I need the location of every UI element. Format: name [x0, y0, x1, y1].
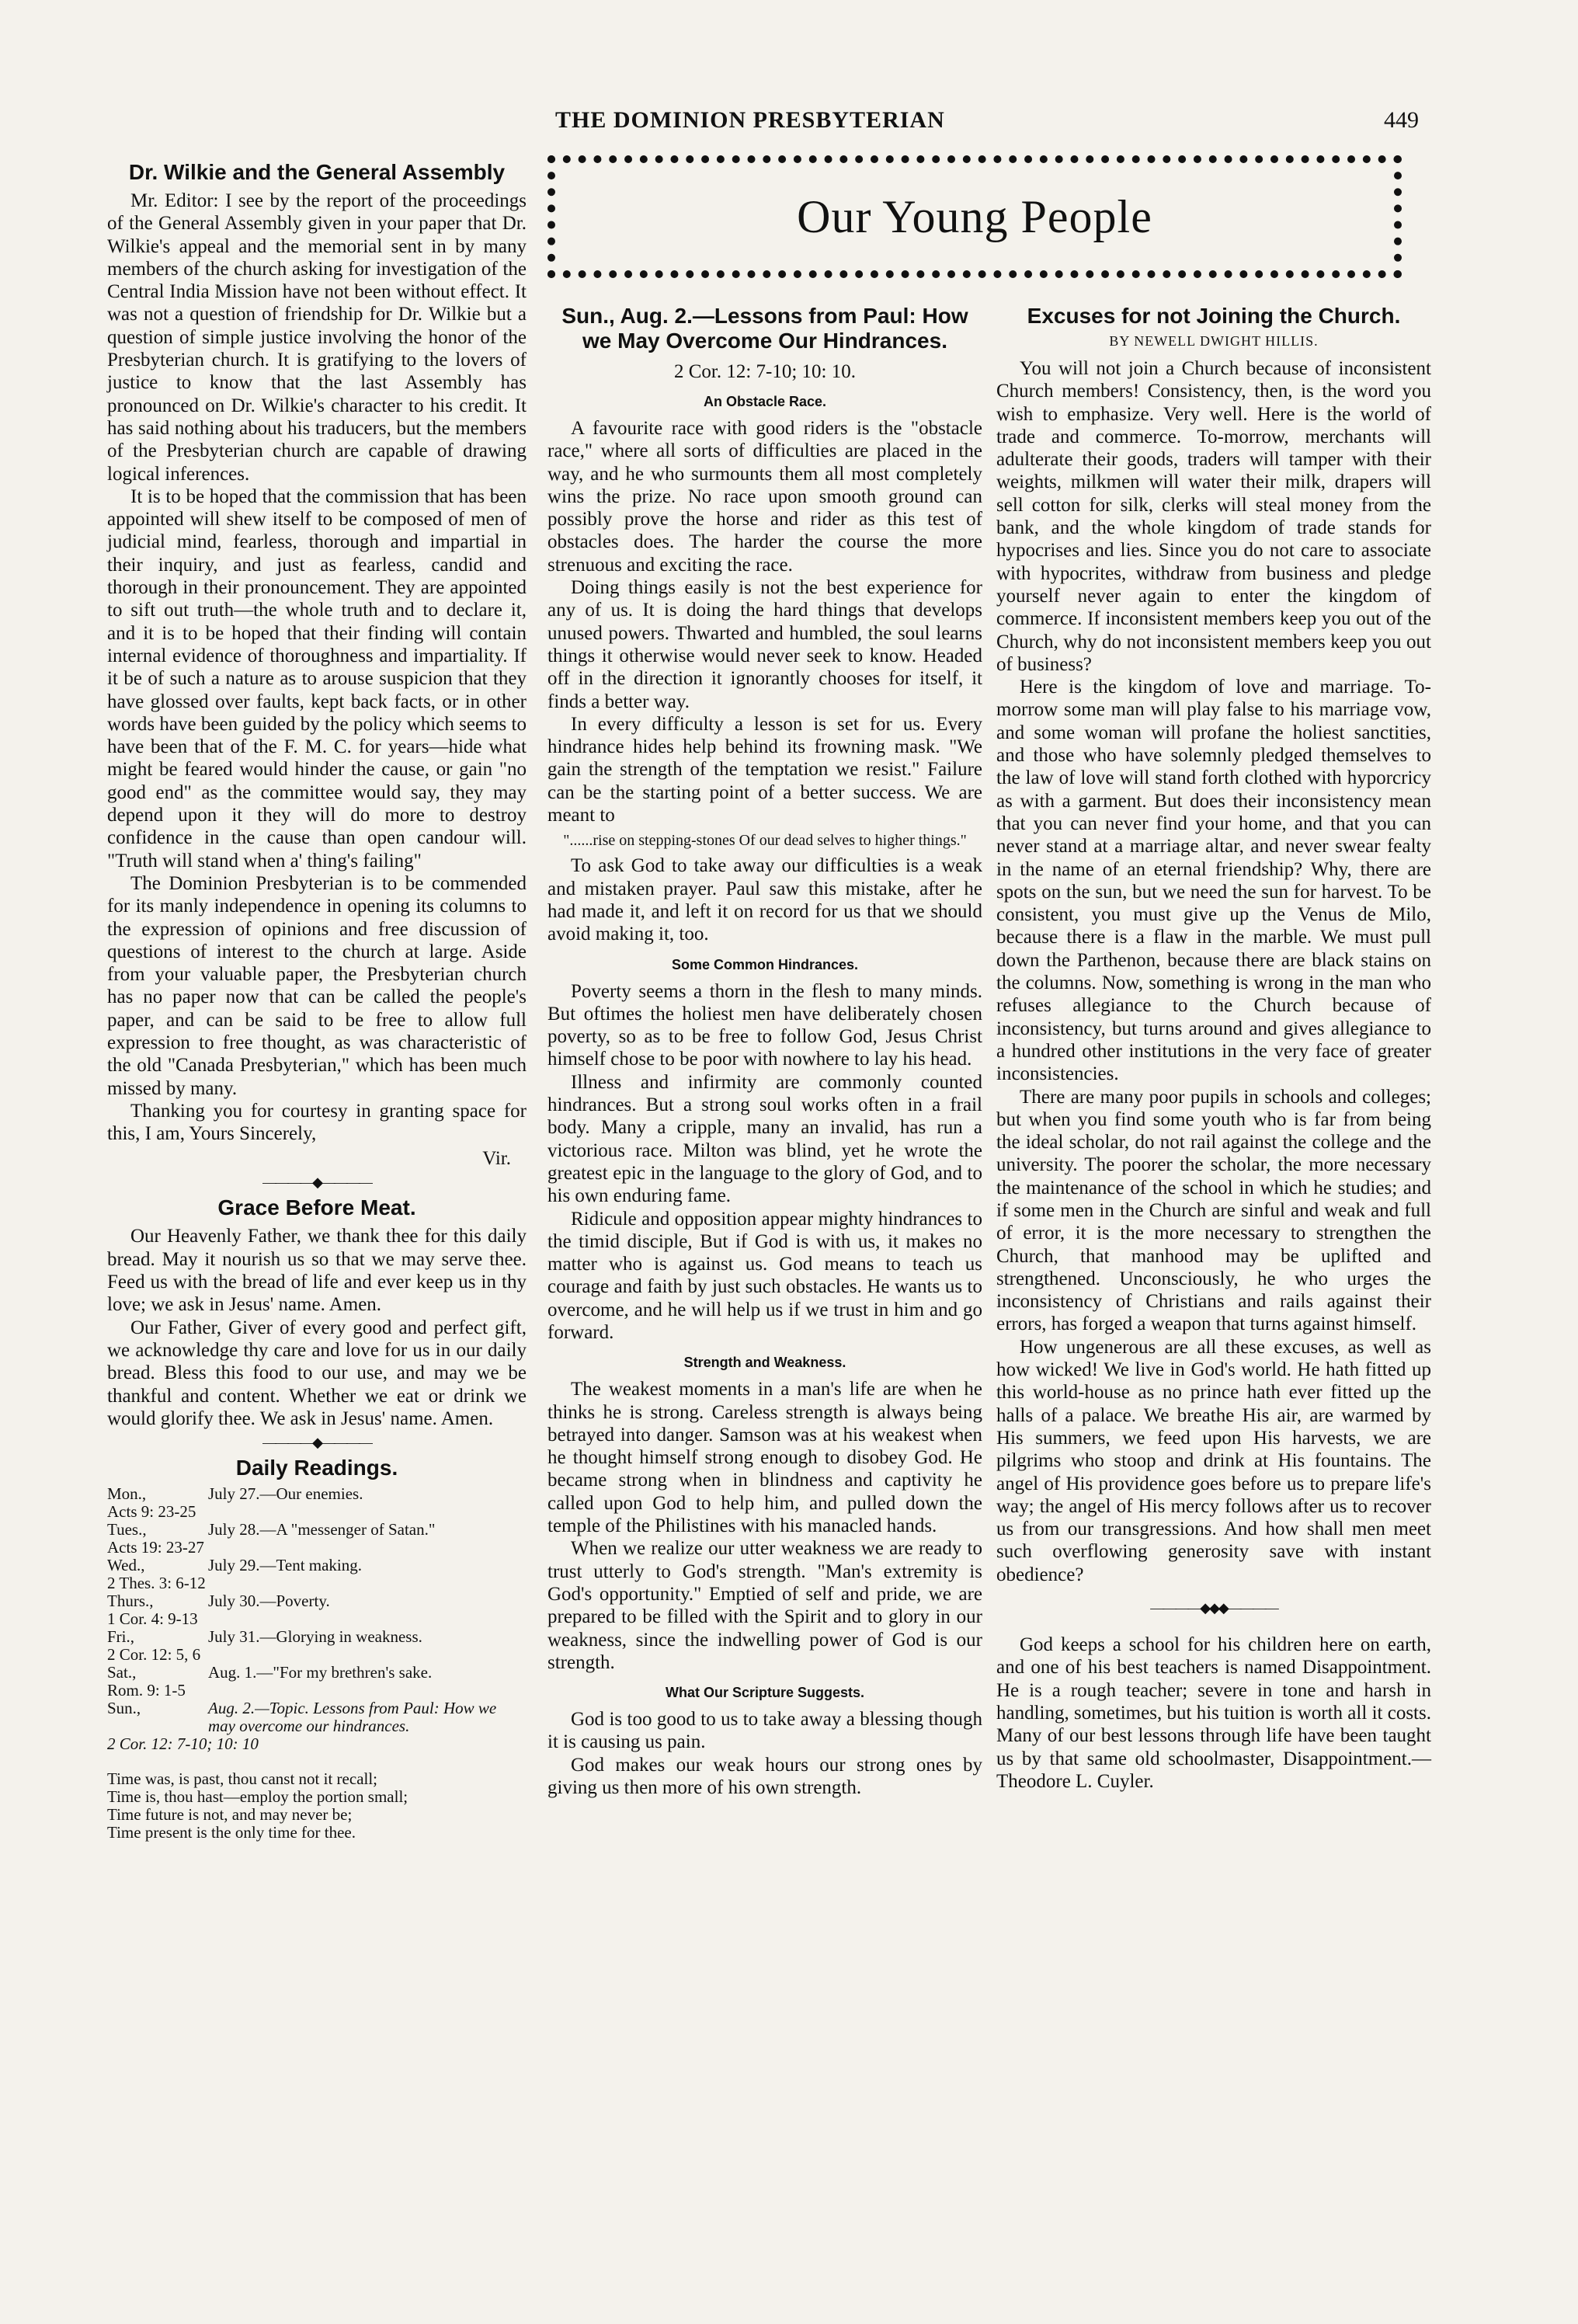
reading-day: Fri., [107, 1627, 135, 1647]
quotation: "......rise on stepping-stones Of our dead selves to higher things." [563, 832, 967, 850]
list-item [107, 1557, 527, 1574]
section-banner [547, 155, 1402, 278]
list-item [107, 1485, 527, 1503]
column-middle [547, 299, 982, 1799]
reading-verse: Acts 9: 23-25 [107, 1502, 196, 1522]
paragraph: The weakest moments in a man's life are when he thinks he is strong. Careless strength is always being betrayed into danger. Samson was at his weakest when he thought himself strong enough to disobey God. He became strong when in blindness and captivity he called upon God to help him, and pulled down the temple of the Philistines with his manacled hands. [547, 1379, 982, 1537]
paragraph: Our Father, Giver of every good and perfect gift, we acknowledge thy care and love for us in our daily bread. Bless this food to our use, and may we be thankful and content. Whether we eat or drink we would glorify thee. We ask in Jesus' name. Amen. [107, 1317, 527, 1429]
reading-day: Mon., [107, 1484, 147, 1504]
list-item [107, 1664, 527, 1682]
reading-text: July 31.—Glorying in weakness. [208, 1627, 422, 1647]
subheading: What Our Scripture Suggests. [665, 1685, 865, 1701]
subheading: Strength and Weakness. [683, 1355, 846, 1371]
subheading: An Obstacle Race. [703, 394, 827, 409]
verse-line: Time present is the only time for thee. [107, 1823, 356, 1842]
list-item [107, 1521, 527, 1539]
reading-verse: Acts 19: 23-27 [107, 1538, 204, 1557]
list-item [107, 1628, 527, 1646]
reading-text: Aug. 1.—"For my brethren's sake. [208, 1663, 433, 1682]
paragraph: There are many poor pupils in schools and colleges; but when you find some youth who is far from being the ideal scholar, do not rail against the college and the university. The poorer the scholar, the more necessary the maintenance of the school in which he studies; and if some men in the Church are sinful and weak and full of error, it is the more necessary to strengthen the Church, that manhood may be uplifted and strengthened. Unconsciously, he who urges the inconsistency of Christians and rails against their errors, has forged a weapon that turns against himself. [996, 1086, 1431, 1335]
paragraph: God makes our weak hours our strong ones by giving us then more of his own strength. [547, 1754, 982, 1799]
daily-readings-list [107, 1485, 527, 1753]
reading-day: Wed., [107, 1556, 145, 1575]
paragraph: To ask God to take away our difficulties is a weak and mistaken prayer. Paul saw this mistake, after he had made it, and left it on record for us that we should avoid making it, too. [547, 855, 982, 945]
paragraph: When we realize our utter weakness we are ready to trust utterly to God's strength. "Man's extremity is God's opportunity." Emptied of self and pride, we are prepared to be filled with the Spirit and to glory in our weakness, since the indwelling power of God is our strength. [547, 1538, 982, 1673]
reading-verse: 2 Cor. 12: 5, 6 [107, 1645, 201, 1665]
reading-text: July 28.—A "messenger of Satan." [208, 1520, 436, 1539]
reading-text: July 27.—Our enemies. [208, 1484, 363, 1504]
paragraph: How ungenerous are all these excuses, as well as how wicked! We live in God's world. He hath fitted up this world-house as no prince hath ever fitted up the halls of a palace. We breathe His air, are warmed by His summers, we feed upon His harvests, we are pilgrims who stoop and drink at His fountains. The angel of His providence goes before us to prepare life's way; the angel of His mercy follows after us to recover us from our transgressions. And how shall men meet such overflowing generosity save with instant obedience? [996, 1336, 1431, 1585]
reading-day: Thurs., [107, 1592, 154, 1611]
paragraph: In every difficulty a lesson is set for us. Every hindrance hides help behind its frowning mask. "We gain the strength of the temptation we resist." Failure can be the starting point of a better success. We are meant to [547, 713, 982, 826]
verse-line: Time future is not, and may never be; [107, 1805, 353, 1825]
paragraph: A favourite race with good riders is the "obstacle race," where all sorts of difficulties are placed in the way, and he who surmounts them all most completely wins the prize. No race upon smooth ground can possibly prove the horse and rider as this test of obstacles does. The harder the course the more strenuous and exciting the race. [547, 418, 982, 576]
paragraph: Poverty seems a thorn in the flesh to many minds. But oftimes the holiest men have deliberately chosen poverty, so as to be free to follow God, Jesus Christ himself chose to be poor with nowhere to lay his head. [547, 980, 982, 1070]
list-item [107, 1700, 527, 1735]
paragraph: Thanking you for courtesy in granting space for this, I am, Yours Sincerely, [107, 1100, 527, 1145]
divider: ————◆———— [262, 1435, 371, 1451]
scripture-reference: 2 Cor. 12: 7-10; 10: 10. [673, 361, 857, 382]
closing-verse [107, 1770, 527, 1842]
masthead: THE DOMINION PRESBYTERIAN [555, 107, 945, 133]
paragraph: Here is the kingdom of love and marriage. To-morrow some man will play false to his marriage vow, and some woman will profane the holiest sanctities, and those who have solemnly pledged themselves to the law of love will stand forth clothed with hyporcricy as with a garment. But does their inconsistency mean that you can never find your home, and that you can never stand at a marriage altar, and never swear fealty in the name of an eternal friendship? Why, there are spots on the sun, but we need the sun for harvest. To be consistent, you must give up the Venus de Milo, because there is a flaw in the marble. We must pull down the Parthenon, because there are black stains on the columns. Now, something is wrong in the man who refuses allegiance to the Church because of inconsistency, but turns around and gives allegiance to a hundred other institutions in the very face of greater inconsistencies. [996, 677, 1431, 1085]
paragraph: The Dominion Presbyterian is to be commended for its manly independence in opening its columns to the expression of opinions and free discussion of questions of interest to the church at large. Aside from your valuable paper, the Presbyterian church has no paper now that can be called the people's paper, and can be said to be free to allow full expression to free thought, as was characteristic of the old "Canada Presbyterian," which has been much missed by many. [107, 872, 527, 1099]
article-title-grace: Grace Before Meat. [217, 1195, 416, 1220]
verse-line: Time was, is past, thou canst not it recall; [107, 1769, 378, 1789]
paragraph: You will not join a Church because of inconsistent Church members! Consistency, then, is the word you wish to emphasize. Very well. Here is the world of trade and commerce. To-morrow, merchants will adulterate their goods, traders will tamper with their weights, milkmen will water their milk, drapers will sell cotton for silk, clerks will steal money from the bank, and the whole kingdom of trade stands for hypocrises and lies. Since you do not care to associate with hypocrites, withdraw from business and pledge yourself never again to enter the kingdom of commerce. If inconsistent members keep you out of the Church, why do not inconsistent members keep you out of business? [996, 358, 1431, 675]
reading-text: July 29.—Tent making. [208, 1556, 363, 1575]
reading-verse: Rom. 9: 1-5 [107, 1681, 186, 1700]
article-title-lessons: Sun., Aug. 2.—Lessons from Paul: How we May Overcome Our Hindrances. [561, 304, 968, 353]
reading-text: July 30.—Poverty. [208, 1592, 330, 1611]
reading-verse: 2 Cor. 12: 7-10; 10: 10 [107, 1734, 259, 1754]
page-number: 449 [1384, 107, 1419, 133]
list-item [107, 1592, 527, 1610]
column-right [996, 299, 1431, 1793]
reading-day: Tues., [107, 1520, 147, 1539]
paragraph: Our Heavenly Father, we thank thee for this daily bread. May it nourish us so that we may serve thee. Feed us with the bread of life and ever keep us in thy love; we ask in Jesus' name. Amen. [107, 1226, 527, 1316]
column-left [107, 155, 527, 1842]
verse-line: Time is, thou hast—employ the portion small; [107, 1787, 408, 1807]
reading-day: Sat., [107, 1663, 137, 1682]
reading-verse: 2 Thes. 3: 6-12 [107, 1574, 206, 1593]
paragraph: God keeps a school for his children here on earth, and one of his best teachers is named Disappointment. He is a rough teacher; severe in tone and harsh in handling, sometimes, but his tuition is worth all it costs. Many of our best lessons through life have been taught us by that same old schoolmaster, Disappointment.—Theodore L. Cuyler. [996, 1634, 1431, 1792]
paragraph: Doing things easily is not the best experience for any of us. It is doing the hard things that develops unused powers. Thwarted and humbled, the soul learns things it otherwise would never seek to know. Headed off in the direction it ignorantly chooses for itself, it finds a better way. [547, 577, 982, 712]
divider: ————◆◆◆———— [1150, 1600, 1277, 1616]
paragraph: It is to be hoped that the commission that has been appointed will shew itself to be composed of men of judicial mind, fearless, thorough and impartial in their inquiry, and just as fearless, candid and thorough in their pronouncement. They are appointed to sift out truth—the whole truth and to declare it, and it is to be hoped that their finding will contain internal evidence of thoroughness and impartiality. If it be of such a nature as to arouse suspicion that they have glossed over faults, kept back facts, or in other words have been guided by the policy which seems to have been that of the F. M. C. for years—hide what might be feared would hinder the cause, or gain "no good end" as the committee would say, they may depend upon it they will do more to destroy confidence in the cause than open candour will. "Truth will stand when a' thing's failing" [107, 485, 527, 872]
article-title-excuses: Excuses for not Joining the Church. [1027, 304, 1401, 328]
reading-text: Aug. 2.—Topic. Lessons from Paul: How we may overcome our hindrances. [208, 1699, 497, 1736]
byline: BY NEWELL DWIGHT HILLIS. [1109, 333, 1319, 349]
paragraph: God is too good to us to take away a blessing though it is causing us pain. [547, 1709, 982, 1753]
section-banner-title: Our Young People [797, 190, 1152, 242]
readings-title: Daily Readings. [235, 1456, 398, 1480]
article-title-wilkie: Dr. Wilkie and the General Assembly [128, 160, 506, 184]
paragraph: Ridicule and opposition appear mighty hindrances to the timid disciple, But if God is with us, it makes no matter who is against us. God means to teach us courage and faith by just such obstacles. He wants us to overcome, and he will help us if we trust in him and go forward. [547, 1208, 982, 1343]
paragraph: Mr. Editor: I see by the report of the proceedings of the General Assembly given in your paper that Dr. Wilkie's appeal and the memorial sent in by many members of the church asking for investigation of the Central India Mission have not been without effect. It was not a question of friendship for Dr. Wilkie but a question of simple justice involving the honor of the Presbyterian church. It is gratifying to the lovers of justice to know that the last Assembly has pronounced on Dr. Wilkie's character to his credit. It has said nothing about his traducers, but the members of the Presbyterian church are capable of drawing logical inferences. [107, 190, 527, 485]
paragraph: Illness and infirmity are commonly counted hindrances. But a strong soul works often in a frail body. Many a cripple, many an invalid, has run a victorious race. Milton was blind, yet he wrote the greatest epic in the language to the glory of God, and to his own enduring fame. [547, 1071, 982, 1207]
divider: ————◆———— [262, 1174, 371, 1191]
reading-verse: 1 Cor. 4: 9-13 [107, 1609, 198, 1629]
subheading: Some Common Hindrances. [671, 956, 859, 972]
signature: Vir. [482, 1148, 511, 1170]
reading-day: Sun., [107, 1699, 141, 1718]
